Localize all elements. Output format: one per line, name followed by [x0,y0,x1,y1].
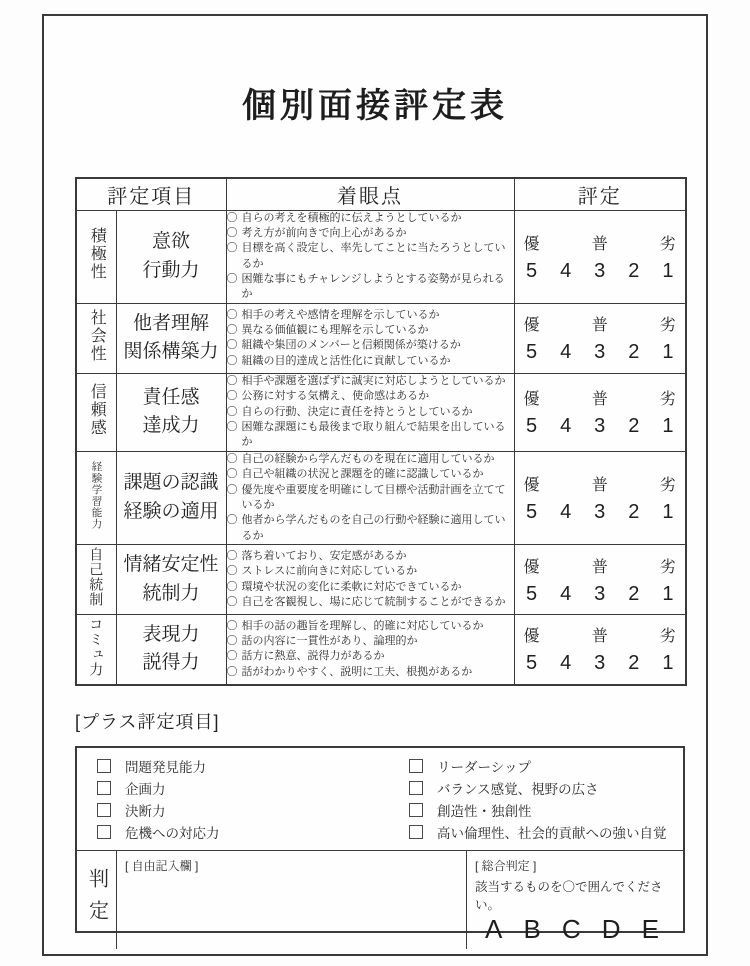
rating-score-5[interactable]: 5 [525,415,538,438]
rating-label-average: 普 [591,317,608,335]
circle-bullet-icon: 〇 [226,580,238,593]
item-name [116,615,226,685]
focus-point-text: 優先度や重要度を明確にして目標や活動計画を立てているか [241,483,506,511]
focus-point-text: 自己や組織の状況と課題を的確に認識しているか [241,468,484,481]
focus-point-text: 自己の経験から学んだものを現在に適用しているか [241,452,495,465]
rating-score-5[interactable]: 5 [525,500,538,523]
checkbox[interactable] [97,759,111,773]
focus-point-text: ストレスに前向きに対応しているか [241,565,418,578]
circle-bullet-icon: 〇 [226,635,238,647]
evaluation-table [75,177,687,686]
plus-item [409,756,667,776]
rating-score-3[interactable]: 3 [594,652,606,675]
plus-item-label: 決断力 [125,803,166,819]
category-label [76,303,116,373]
focus-points-cell [226,210,514,303]
circle-bullet-icon: 〇 [226,665,238,678]
plus-item [409,800,667,820]
plus-item-label: 問題発見能力 [125,759,206,775]
item-line: 表現力 [142,623,200,645]
focus-point-text: 相手の考えや感情を理解を示しているか [241,308,440,321]
focus-point-text: 組織や集団のメンバーと信頼関係が築けるか [241,339,461,352]
rating-label-poor: 劣 [659,391,676,409]
rating-label-excellent: 優 [523,558,540,576]
focus-point-text: 環境や状況の変化に柔軟に対応できているか [241,580,462,593]
item-line: 行動力 [142,259,200,281]
item-name [116,451,226,544]
circle-bullet-icon: 〇 [226,549,238,562]
circle-bullet-icon: 〇 [226,619,238,632]
focus-points-cell [226,451,514,544]
row-sociability [76,303,686,373]
focus-point-text: 公務に対する気構え、使命感はあるか [241,390,430,403]
plus-items-right-column [409,755,667,843]
checkbox[interactable] [409,781,423,795]
item-line: 責任感 [142,386,200,408]
plus-section-label: [プラス評定項目] [75,711,220,732]
rating-score-4[interactable]: 4 [560,582,572,605]
rating-score-5[interactable]: 5 [525,259,538,282]
circle-bullet-icon: 〇 [226,226,238,239]
rating-label-poor: 劣 [659,476,676,494]
item-line: 課題の認識 [123,472,219,494]
item-line: 統制力 [142,582,200,604]
rating-score-2[interactable]: 2 [628,259,640,282]
circle-bullet-icon: 〇 [226,339,238,352]
rating-score-5[interactable]: 5 [525,652,538,675]
overall-judgment-instruction: 該当するものを〇で囲んでください。 [475,879,663,912]
rating-cell [514,545,686,615]
item-name [116,373,226,451]
grade-options [475,914,675,945]
rating-label-poor: 劣 [659,317,676,335]
item-line: 意欲 [151,231,190,253]
rating-score-2[interactable]: 2 [628,652,640,675]
grade-option-c[interactable]: C [561,913,581,944]
checkbox[interactable] [97,781,111,795]
focus-points-cell [226,615,514,685]
form-sheet [42,14,708,956]
circle-bullet-icon: 〇 [226,308,238,321]
rating-score-1[interactable]: 1 [662,415,674,438]
circle-bullet-icon: 〇 [226,374,238,387]
rating-score-4[interactable]: 4 [560,500,572,523]
circle-bullet-icon: 〇 [226,452,238,465]
rating-score-4[interactable]: 4 [560,259,572,282]
category-text: コミュ力 [88,616,105,677]
rating-score-5[interactable]: 5 [525,582,538,605]
circle-bullet-icon: 〇 [226,650,238,663]
rating-cell [514,451,686,544]
focus-point-text: 異なる価値観にも理解を示しているか [241,323,429,336]
row-communication [76,615,686,685]
plus-item [97,800,409,820]
rating-score-3[interactable]: 3 [594,259,606,282]
row-proactivity [76,210,686,303]
plus-item [97,778,409,798]
rating-label-poor: 劣 [659,628,676,646]
focus-point-text: 相手や課題を選ばずに誠実に対応しようとしているか [241,374,506,387]
circle-bullet-icon: 〇 [226,211,238,224]
focus-point-text: 困難な事にもチャレンジしようとする姿勢が見られるか [241,273,505,301]
plus-item [409,822,667,842]
rating-score-3[interactable]: 3 [594,500,606,523]
circle-bullet-icon: 〇 [226,405,238,418]
checkbox[interactable] [409,759,423,773]
focus-point-text: 話方に熱意、説得力があるか [241,650,385,663]
judgment-header-text: 判定 [85,867,108,932]
rating-label-excellent: 優 [523,235,540,253]
focus-point-text: 自らの考えを積極的に伝えようとしているか [241,211,462,224]
rating-label-average: 普 [591,628,608,646]
rating-score-2[interactable]: 2 [628,415,640,438]
focus-points-cell [226,373,514,451]
circle-bullet-icon: 〇 [226,354,238,367]
plus-items-left-column [97,755,409,843]
item-line: 経験の適用 [123,500,219,522]
rating-cell [514,210,686,303]
focus-point-text: 組織の目的達成と活性化に貢献しているか [241,354,451,367]
rating-score-2[interactable]: 2 [628,500,640,523]
item-name [116,545,226,615]
row-self-control [76,545,686,615]
rating-score-2[interactable]: 2 [628,341,640,364]
rating-cell [514,303,686,373]
focus-point-text: 目標を高く設定し、率先してことに当たろうとしているか [241,242,506,270]
overall-judgment-label: [ 総合判定 ] [475,858,537,873]
rating-label-average: 普 [591,558,608,576]
focus-point-text: 落ち着いており、安定感があるか [241,549,407,562]
circle-bullet-icon: 〇 [226,483,238,496]
judgment-row [77,850,683,944]
header-rating: 評定 [514,178,686,210]
focus-point-text: 自己を客観視し、場に応じて統制することができるか [241,596,506,609]
checkbox[interactable] [409,825,423,839]
focus-points-cell [226,303,514,373]
category-text: 自己統制 [88,547,105,608]
plus-and-judgment-box [75,746,685,944]
plus-item-label: 企画力 [125,781,166,797]
rating-score-4[interactable]: 4 [560,652,572,675]
category-label [76,210,116,303]
circle-bullet-icon: 〇 [226,390,238,403]
plus-item-label: 創造性・独創性 [437,803,532,819]
rating-label-average: 普 [591,235,608,253]
focus-point-text: 他者から学んだものを自己の行動や経験に適用しているか [241,514,506,542]
plus-item [97,822,409,842]
page-title: 個別面接評定表 [242,87,508,125]
grade-option-a[interactable]: A [485,913,503,944]
item-name [116,303,226,373]
rating-label-poor: 劣 [659,235,676,253]
item-line: 関係構築力 [123,341,219,363]
item-line: 達成力 [142,415,200,437]
header-eval-item: 評定項目 [76,178,226,210]
checkbox[interactable] [409,803,423,817]
circle-bullet-icon: 〇 [226,565,238,578]
rating-score-3[interactable]: 3 [594,582,606,605]
circle-bullet-icon: 〇 [226,514,238,527]
header-focus-points: 着眼点 [226,178,514,210]
plus-item-label: 危機への対応力 [125,825,220,841]
grade-option-b[interactable]: B [523,913,541,944]
row-trust [76,373,686,451]
judgment-header [77,851,117,949]
circle-bullet-icon: 〇 [226,323,238,336]
category-label [76,451,116,544]
rating-score-1[interactable]: 1 [662,652,674,675]
category-text: 積極性 [88,227,106,282]
category-label [76,615,116,685]
category-label [76,373,116,451]
overall-judgment-cell [467,851,683,949]
rating-score-3[interactable]: 3 [594,341,606,364]
rating-cell [514,373,686,451]
item-name [116,210,226,303]
rating-score-1[interactable]: 1 [662,500,674,523]
rating-cell [514,615,686,685]
item-line: 説得力 [142,652,200,674]
category-text: 経験学習能力 [90,460,103,530]
circle-bullet-icon: 〇 [226,421,238,434]
plus-item-label: リーダーシップ [437,759,531,775]
rating-score-1[interactable]: 1 [662,259,674,282]
row-experiential-learning [76,451,686,544]
plus-items-area [77,748,683,850]
rating-label-poor: 劣 [659,558,676,576]
circle-bullet-icon: 〇 [226,596,238,609]
plus-item-label: 高い倫理性、社会的貢献への強い自覚 [437,825,667,841]
rating-label-excellent: 優 [523,628,540,646]
free-entry-area[interactable] [117,851,467,949]
grade-option-d[interactable]: D [601,913,621,944]
focus-point-text: 相手の話の趣旨を理解し、的確に対応しているか [241,619,484,632]
grade-option-e[interactable]: E [641,913,659,944]
table-header-row [76,178,686,210]
rating-score-4[interactable]: 4 [560,341,572,364]
rating-label-excellent: 優 [523,391,540,409]
category-label [76,545,116,615]
free-entry-label: [ 自由記入欄 ] [125,858,199,873]
focus-points-cell [226,545,514,615]
rating-label-average: 普 [591,476,608,494]
category-text: 信頼感 [88,382,106,437]
focus-point-text: 考え方が前向きで向上心があるか [241,226,407,239]
item-line: 情緒安定性 [123,554,219,576]
circle-bullet-icon: 〇 [226,242,238,255]
rating-label-excellent: 優 [523,317,540,335]
category-text: 社会性 [88,308,106,363]
rating-score-2[interactable]: 2 [628,582,640,605]
rating-score-3[interactable]: 3 [594,415,606,438]
rating-score-1[interactable]: 1 [662,582,674,605]
plus-item [409,778,667,798]
rating-label-average: 普 [591,391,608,409]
focus-point-text: 自らの行動、決定に責任を持とうとしているか [241,405,473,418]
focus-point-text: 話がわかりやすく、説明に工夫、根拠があるか [241,665,473,678]
focus-point-text: 困難な課題にも最後まで取り組んで結果を出しているか [241,421,506,449]
checkbox[interactable] [97,803,111,817]
plus-item-label: バランス感覚、視野の広さ [437,781,599,797]
checkbox[interactable] [97,825,111,839]
focus-point-text: 話の内容に一貫性があり、論理的か [241,635,418,647]
circle-bullet-icon: 〇 [226,273,238,286]
rating-score-1[interactable]: 1 [662,341,674,364]
rating-score-5[interactable]: 5 [525,341,538,364]
circle-bullet-icon: 〇 [226,468,238,481]
plus-item [97,756,409,776]
rating-label-excellent: 優 [523,476,540,494]
rating-score-4[interactable]: 4 [560,415,572,438]
item-line: 他者理解 [132,312,209,334]
